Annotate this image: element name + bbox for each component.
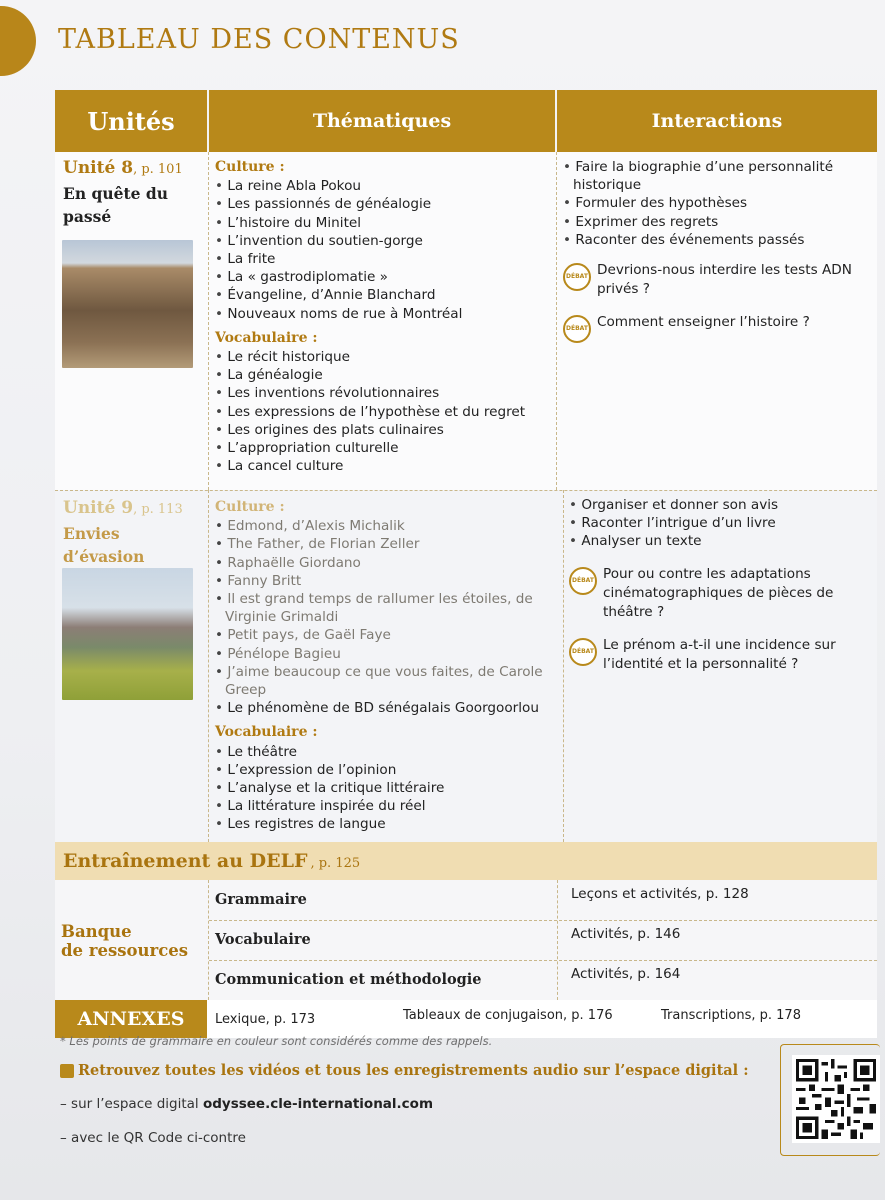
unit-8-page: , p. 101 <box>133 162 183 177</box>
unit-8-row <box>55 152 877 490</box>
debat-item <box>569 565 879 622</box>
digital-headline-text: Retrouvez toutes les vidéos et tous les enregistrements audio sur l’espace digital : <box>78 1062 749 1079</box>
annexes-conjugaison: Tableaux de conjugaison, p. 176 <box>403 1008 613 1023</box>
debat-item <box>563 313 873 343</box>
interactions-list <box>569 496 879 551</box>
banque-row-right: Activités, p. 146 <box>571 926 681 942</box>
vocab-item: • Les registres de langue <box>215 815 555 833</box>
culture-item: • Edmond, d’Alexis Michalik <box>215 517 555 535</box>
culture-item: • La « gastrodiplomatie » <box>215 268 555 286</box>
banque-row-right: Leçons et activités, p. 128 <box>571 886 749 902</box>
vocab-list <box>215 743 555 834</box>
qr-code-icon[interactable] <box>792 1055 880 1143</box>
interaction-item: • Formuler des hypothèses <box>563 194 873 212</box>
vocab-item: • La littérature inspirée du réel <box>215 797 555 815</box>
header-unites: Unités <box>55 90 207 152</box>
vocab-item: • Les inventions révolutionnaires <box>215 384 555 402</box>
debat-item <box>563 261 873 299</box>
unit-9-page: , p. 113 <box>133 502 183 517</box>
unit-8-photo <box>62 240 193 368</box>
unit-9-label: Unité 9 <box>63 498 134 518</box>
vocab-item: • L’appropriation culturelle <box>215 439 555 457</box>
divider <box>208 152 209 490</box>
interaction-item: • Exprimer des regrets <box>563 213 873 231</box>
vocab-item: • L’expression de l’opinion <box>215 761 555 779</box>
vocab-item: • Les expressions de l’hypothèse et du regret <box>215 403 555 421</box>
divider <box>556 152 557 490</box>
debats-list <box>563 261 873 343</box>
divider <box>208 490 209 842</box>
banque-row-left: Communication et méthodologie <box>215 971 482 988</box>
header-interactions: Interactions <box>557 90 877 152</box>
culture-list <box>215 177 555 323</box>
unit-9-subtitle: Envies d’évasion <box>63 524 145 566</box>
interaction-item: • Raconter des événements passés <box>563 231 873 249</box>
unit-8-interactions <box>563 158 873 343</box>
unit-9-photo <box>62 568 193 700</box>
interaction-item: • Raconter l’intrigue d’un livre <box>569 514 879 532</box>
culture-item: • L’invention du soutien-gorge <box>215 232 555 250</box>
debat-question: Comment enseigner l’histoire ? <box>597 314 810 331</box>
debats-list <box>569 565 879 674</box>
digital-headline <box>60 1062 749 1079</box>
footnote: * Les points de grammaire en couleur sont considérés comme des rappels. <box>60 1034 493 1048</box>
corner-tab <box>0 6 36 76</box>
vocab-list <box>215 348 555 475</box>
unit-8-subtitle: En quête du passé <box>63 184 168 226</box>
debat-question: Pour ou contre les adaptations cinématographiques de pièces de théâtre ? <box>603 565 834 620</box>
culture-item: • Raphaëlle Giordano <box>215 554 555 572</box>
culture-item: • Évangeline, d’Annie Blanchard <box>215 286 555 304</box>
divider <box>55 490 877 491</box>
banque-row-vocabulaire <box>209 920 877 960</box>
vocab-item: • L’analyse et la critique littéraire <box>215 779 555 797</box>
banque-row-communication <box>209 960 877 1000</box>
unit-8-thematiques <box>215 158 555 475</box>
delf-label <box>63 850 360 872</box>
banque-row-grammaire <box>209 880 877 920</box>
culture-item: • La frite <box>215 250 555 268</box>
unit-9-interactions <box>569 496 879 674</box>
culture-item: • Le phénomène de BD sénégalais Goorgoorlou <box>215 699 555 717</box>
unit-8-title <box>63 158 183 178</box>
interactions-list <box>563 158 873 249</box>
culture-label: Culture : <box>215 499 285 515</box>
unit-9-title <box>63 498 183 518</box>
debat-badge-icon: DÉBAT <box>563 315 591 343</box>
banque-label-line1: Banque <box>61 922 132 941</box>
culture-item: • L’histoire du Minitel <box>215 214 555 232</box>
vocab-item: • La cancel culture <box>215 457 555 475</box>
vocab-item: • La généalogie <box>215 366 555 384</box>
debat-question: Devrions-nous interdire les tests ADN privés ? <box>597 262 852 298</box>
delf-bar <box>55 842 877 880</box>
culture-item: • Les passionnés de généalogie <box>215 195 555 213</box>
annexes-transcriptions: Transcriptions, p. 178 <box>661 1008 801 1023</box>
digital-line-2: – avec le QR Code ci-contre <box>60 1130 246 1146</box>
banque-row-left: Vocabulaire <box>215 931 311 948</box>
vocab-label: Vocabulaire : <box>215 329 318 346</box>
page-title: TABLEAU DES CONTENUS <box>58 24 460 55</box>
vocab-item: • Les origines des plats culinaires <box>215 421 555 439</box>
debat-badge-icon: DÉBAT <box>563 263 591 291</box>
debat-question: Le prénom a-t-il une incidence sur l’identité et la personnalité ? <box>603 636 836 672</box>
annexes-bar <box>55 1000 877 1038</box>
vocab-item: • Le récit historique <box>215 348 555 366</box>
culture-item: • The Father, de Florian Zeller <box>215 535 555 553</box>
culture-list <box>215 517 555 717</box>
interaction-item: • Faire la biographie d’une personnalité historique <box>563 158 873 194</box>
delf-page: , p. 125 <box>310 856 361 871</box>
culture-item: • Fanny Britt <box>215 572 555 590</box>
culture-label: Culture : <box>215 159 285 175</box>
debat-badge-icon: DÉBAT <box>569 567 597 595</box>
culture-item: • Il est grand temps de rallumer les étoiles, de Virginie Grimaldi <box>215 590 555 626</box>
vocab-item: • Le théâtre <box>215 743 555 761</box>
banque-label <box>61 922 188 960</box>
debat-item <box>569 636 879 674</box>
debat-badge-icon: DÉBAT <box>569 638 597 666</box>
banque-row-left: Grammaire <box>215 891 307 908</box>
annexes-lexique: Lexique, p. 173 <box>215 1012 316 1027</box>
bullet-square-icon <box>60 1064 74 1078</box>
divider <box>563 490 564 842</box>
banque-section <box>55 880 877 1000</box>
culture-item: • J’aime beaucoup ce que vous faites, de Carole Greep <box>215 663 555 699</box>
annexes-label: ANNEXES <box>55 1000 207 1038</box>
digital-line-1-prefix: – sur l’espace digital <box>60 1096 203 1112</box>
delf-title: Entraînement au DELF <box>63 850 308 872</box>
interaction-item: • Organiser et donner son avis <box>569 496 879 514</box>
culture-item: • Nouveaux noms de rue à Montréal <box>215 305 555 323</box>
banque-row-right: Activités, p. 164 <box>571 966 681 982</box>
digital-url-link[interactable]: odyssee.cle-international.com <box>202 1096 434 1112</box>
culture-item: • Petit pays, de Gaël Faye <box>215 626 555 644</box>
interaction-item: • Analyser un texte <box>569 532 879 550</box>
unit-8-label: Unité 8 <box>63 158 134 178</box>
banque-label-line2: de ressources <box>61 941 189 960</box>
digital-line-1 <box>60 1096 433 1112</box>
unit-9-row <box>55 490 877 842</box>
culture-item: • Pénélope Bagieu <box>215 645 555 663</box>
culture-item: • La reine Abla Pokou <box>215 177 555 195</box>
header-thematiques: Thématiques <box>209 90 555 152</box>
unit-9-thematiques <box>215 498 555 834</box>
vocab-label: Vocabulaire : <box>215 724 318 741</box>
